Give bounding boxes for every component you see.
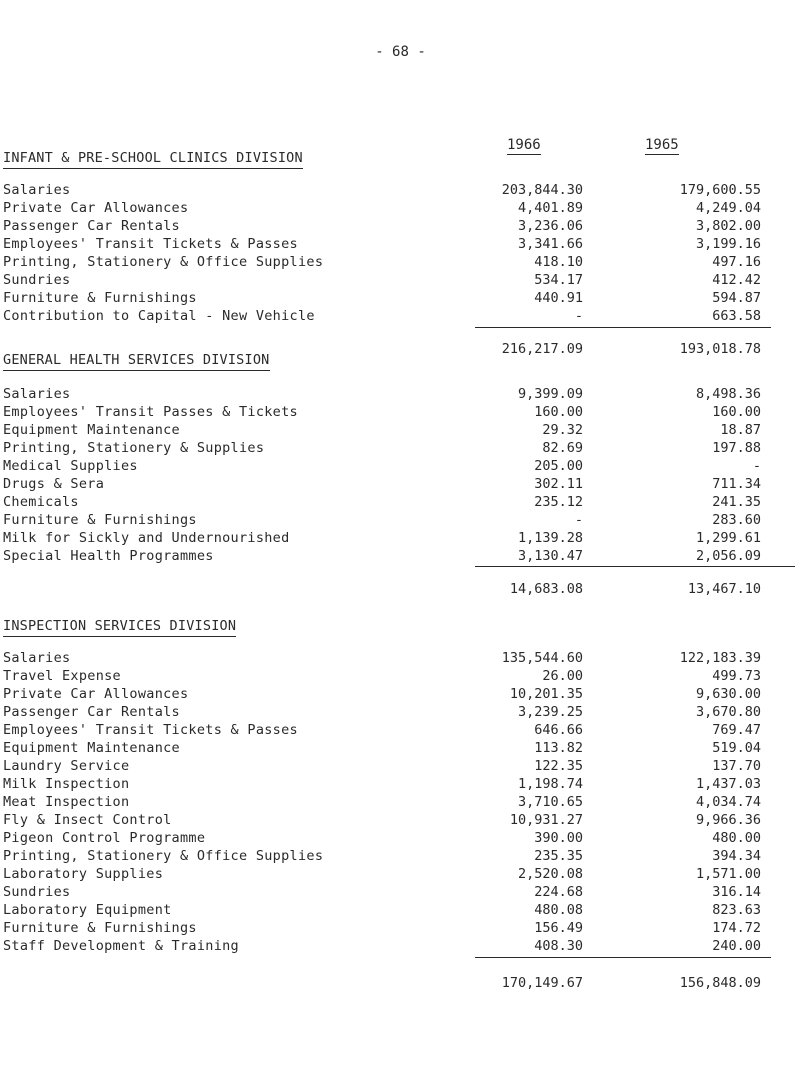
value-1966: 390.00 <box>534 830 583 846</box>
table-row <box>3 385 793 403</box>
value-1966: 3,341.66 <box>517 236 583 252</box>
row-label: Laboratory Equipment <box>3 902 172 918</box>
value-1966: 1,198.74 <box>517 776 583 792</box>
value-1965: 122,183.39 <box>679 650 761 666</box>
value-1965: 240.00 <box>712 938 761 954</box>
row-label: Private Car Allowances <box>3 200 189 216</box>
value-1965: 9,966.36 <box>695 812 761 828</box>
table-row <box>3 439 793 457</box>
table-row <box>3 649 793 667</box>
table-row <box>3 421 793 439</box>
section-heading-inspection-services: INSPECTION SERVICES DIVISION <box>3 618 236 637</box>
table-row <box>3 685 793 703</box>
value-1966: 3,710.65 <box>517 794 583 810</box>
row-label: Furniture & Furnishings <box>3 920 197 936</box>
value-1965: 241.35 <box>712 494 761 510</box>
row-label: Medical Supplies <box>3 458 138 474</box>
table-row <box>3 289 793 307</box>
total-1966: 170,149.67 <box>501 975 583 991</box>
value-1965: 594.87 <box>712 290 761 306</box>
table-row <box>3 937 793 955</box>
row-label: Laboratory Supplies <box>3 866 164 882</box>
value-1966: 646.66 <box>534 722 583 738</box>
value-1966: 3,130.47 <box>517 548 583 564</box>
page-number: - 68 - <box>375 44 426 60</box>
value-1965: 394.34 <box>712 848 761 864</box>
table-row <box>3 493 793 511</box>
row-label: Printing, Stationery & Supplies <box>3 440 265 456</box>
total-rule <box>475 957 771 958</box>
value-1966: 9,399.09 <box>517 386 583 402</box>
value-1966: 82.69 <box>542 440 583 456</box>
year-header-1966: 1966 <box>507 137 541 153</box>
value-1966: 302.11 <box>534 476 583 492</box>
value-1965: 769.47 <box>712 722 761 738</box>
value-1965: 179,600.55 <box>679 182 761 198</box>
value-1966: 408.30 <box>534 938 583 954</box>
table-row <box>3 721 793 739</box>
table-row <box>3 529 793 547</box>
section-heading-general-health: GENERAL HEALTH SERVICES DIVISION <box>3 352 270 371</box>
value-1965: - <box>752 458 761 474</box>
value-1966: 122.35 <box>534 758 583 774</box>
table-row <box>3 901 793 919</box>
table-row <box>3 217 793 235</box>
row-label: Equipment Maintenance <box>3 740 180 756</box>
value-1965: 497.16 <box>712 254 761 270</box>
value-1965: 1,571.00 <box>695 866 761 882</box>
row-label: Equipment Maintenance <box>3 422 180 438</box>
value-1966: 418.10 <box>534 254 583 270</box>
total-1965: 193,018.78 <box>679 341 761 357</box>
row-label: Employees' Transit Passes & Tickets <box>3 404 298 420</box>
value-1966: 534.17 <box>534 272 583 288</box>
value-1965: 1,299.61 <box>695 530 761 546</box>
value-1966: - <box>574 512 583 528</box>
row-label: Milk Inspection <box>3 776 130 792</box>
section-total <box>3 580 793 598</box>
row-label: Passenger Car Rentals <box>3 218 180 234</box>
value-1966: 203,844.30 <box>501 182 583 198</box>
value-1965: 663.58 <box>712 308 761 324</box>
value-1965: 823.63 <box>712 902 761 918</box>
row-label: Salaries <box>3 650 71 666</box>
value-1966: 160.00 <box>534 404 583 420</box>
table-row <box>3 865 793 883</box>
row-label: Contribution to Capital - New Vehicle <box>3 308 315 324</box>
value-1966: 29.32 <box>542 422 583 438</box>
table-row <box>3 253 793 271</box>
row-label: Salaries <box>3 386 71 402</box>
row-label: Passenger Car Rentals <box>3 704 180 720</box>
table-row <box>3 811 793 829</box>
value-1966: 156.49 <box>534 920 583 936</box>
table-row <box>3 667 793 685</box>
value-1966: 2,520.08 <box>517 866 583 882</box>
section-total <box>3 974 793 992</box>
value-1966: 235.35 <box>534 848 583 864</box>
table-row <box>3 181 793 199</box>
value-1965: 174.72 <box>712 920 761 936</box>
row-label: Drugs & Sera <box>3 476 105 492</box>
value-1966: 135,544.60 <box>501 650 583 666</box>
value-1965: 197.88 <box>712 440 761 456</box>
row-label: Meat Inspection <box>3 794 130 810</box>
row-label: Laundry Service <box>3 758 130 774</box>
total-1965: 156,848.09 <box>679 975 761 991</box>
row-label: Travel Expense <box>3 668 121 684</box>
row-label: Printing, Stationery & Office Supplies <box>3 848 324 864</box>
row-label: Furniture & Furnishings <box>3 290 197 306</box>
value-1965: 412.42 <box>712 272 761 288</box>
value-1965: 499.73 <box>712 668 761 684</box>
value-1965: 18.87 <box>720 422 761 438</box>
section-heading-infant-clinics: INFANT & PRE-SCHOOL CLINICS DIVISION <box>3 150 303 169</box>
value-1966: 480.08 <box>534 902 583 918</box>
value-1965: 4,249.04 <box>695 200 761 216</box>
table-row <box>3 847 793 865</box>
total-rule <box>475 327 771 328</box>
row-label: Employees' Transit Tickets & Passes <box>3 236 298 252</box>
value-1965: 137.70 <box>712 758 761 774</box>
table-row <box>3 793 793 811</box>
row-label: Printing, Stationery & Office Supplies <box>3 254 324 270</box>
row-label: Pigeon Control Programme <box>3 830 206 846</box>
table-row <box>3 235 793 253</box>
value-1965: 8,498.36 <box>695 386 761 402</box>
value-1966: 3,236.06 <box>517 218 583 234</box>
table-row <box>3 199 793 217</box>
value-1965: 3,670.80 <box>695 704 761 720</box>
row-label: Milk for Sickly and Undernourished <box>3 530 290 546</box>
value-1965: 711.34 <box>712 476 761 492</box>
table-row <box>3 829 793 847</box>
value-1966: 4,401.89 <box>517 200 583 216</box>
value-1965: 316.14 <box>712 884 761 900</box>
row-label: Sundries <box>3 272 71 288</box>
value-1966: 235.12 <box>534 494 583 510</box>
row-label: Staff Development & Training <box>3 938 239 954</box>
value-1966: 224.68 <box>534 884 583 900</box>
table-row <box>3 919 793 937</box>
value-1966: 205.00 <box>534 458 583 474</box>
row-label: Fly & Insect Control <box>3 812 172 828</box>
table-row <box>3 883 793 901</box>
total-1966: 14,683.08 <box>509 581 583 597</box>
table-row <box>3 547 793 565</box>
value-1966: 10,931.27 <box>509 812 583 828</box>
row-label: Special Health Programmes <box>3 548 214 564</box>
value-1966: 3,239.25 <box>517 704 583 720</box>
row-label: Salaries <box>3 182 71 198</box>
table-row <box>3 307 793 325</box>
value-1966: 440.91 <box>534 290 583 306</box>
table-row <box>3 703 793 721</box>
value-1965: 519.04 <box>712 740 761 756</box>
table-row <box>3 775 793 793</box>
value-1966: 26.00 <box>542 668 583 684</box>
value-1965: 283.60 <box>712 512 761 528</box>
table-row <box>3 457 793 475</box>
value-1965: 1,437.03 <box>695 776 761 792</box>
value-1965: 480.00 <box>712 830 761 846</box>
table-row <box>3 739 793 757</box>
year-header-1965: 1965 <box>645 137 679 153</box>
value-1965: 4,034.74 <box>695 794 761 810</box>
row-label: Chemicals <box>3 494 79 510</box>
value-1965: 3,199.16 <box>695 236 761 252</box>
row-label: Furniture & Furnishings <box>3 512 197 528</box>
table-row <box>3 475 793 493</box>
row-label: Employees' Transit Tickets & Passes <box>3 722 298 738</box>
table-row <box>3 403 793 421</box>
total-1965: 13,467.10 <box>687 581 761 597</box>
total-1966: 216,217.09 <box>501 341 583 357</box>
value-1965: 3,802.00 <box>695 218 761 234</box>
value-1966: 113.82 <box>534 740 583 756</box>
value-1965: 2,056.09 <box>695 548 761 564</box>
value-1965: 160.00 <box>712 404 761 420</box>
table-row <box>3 511 793 529</box>
table-row <box>3 271 793 289</box>
value-1966: 1,139.28 <box>517 530 583 546</box>
row-label: Sundries <box>3 884 71 900</box>
total-rule <box>475 566 795 567</box>
row-label: Private Car Allowances <box>3 686 189 702</box>
table-row <box>3 757 793 775</box>
value-1966: - <box>574 308 583 324</box>
value-1966: 10,201.35 <box>509 686 583 702</box>
value-1965: 9,630.00 <box>695 686 761 702</box>
